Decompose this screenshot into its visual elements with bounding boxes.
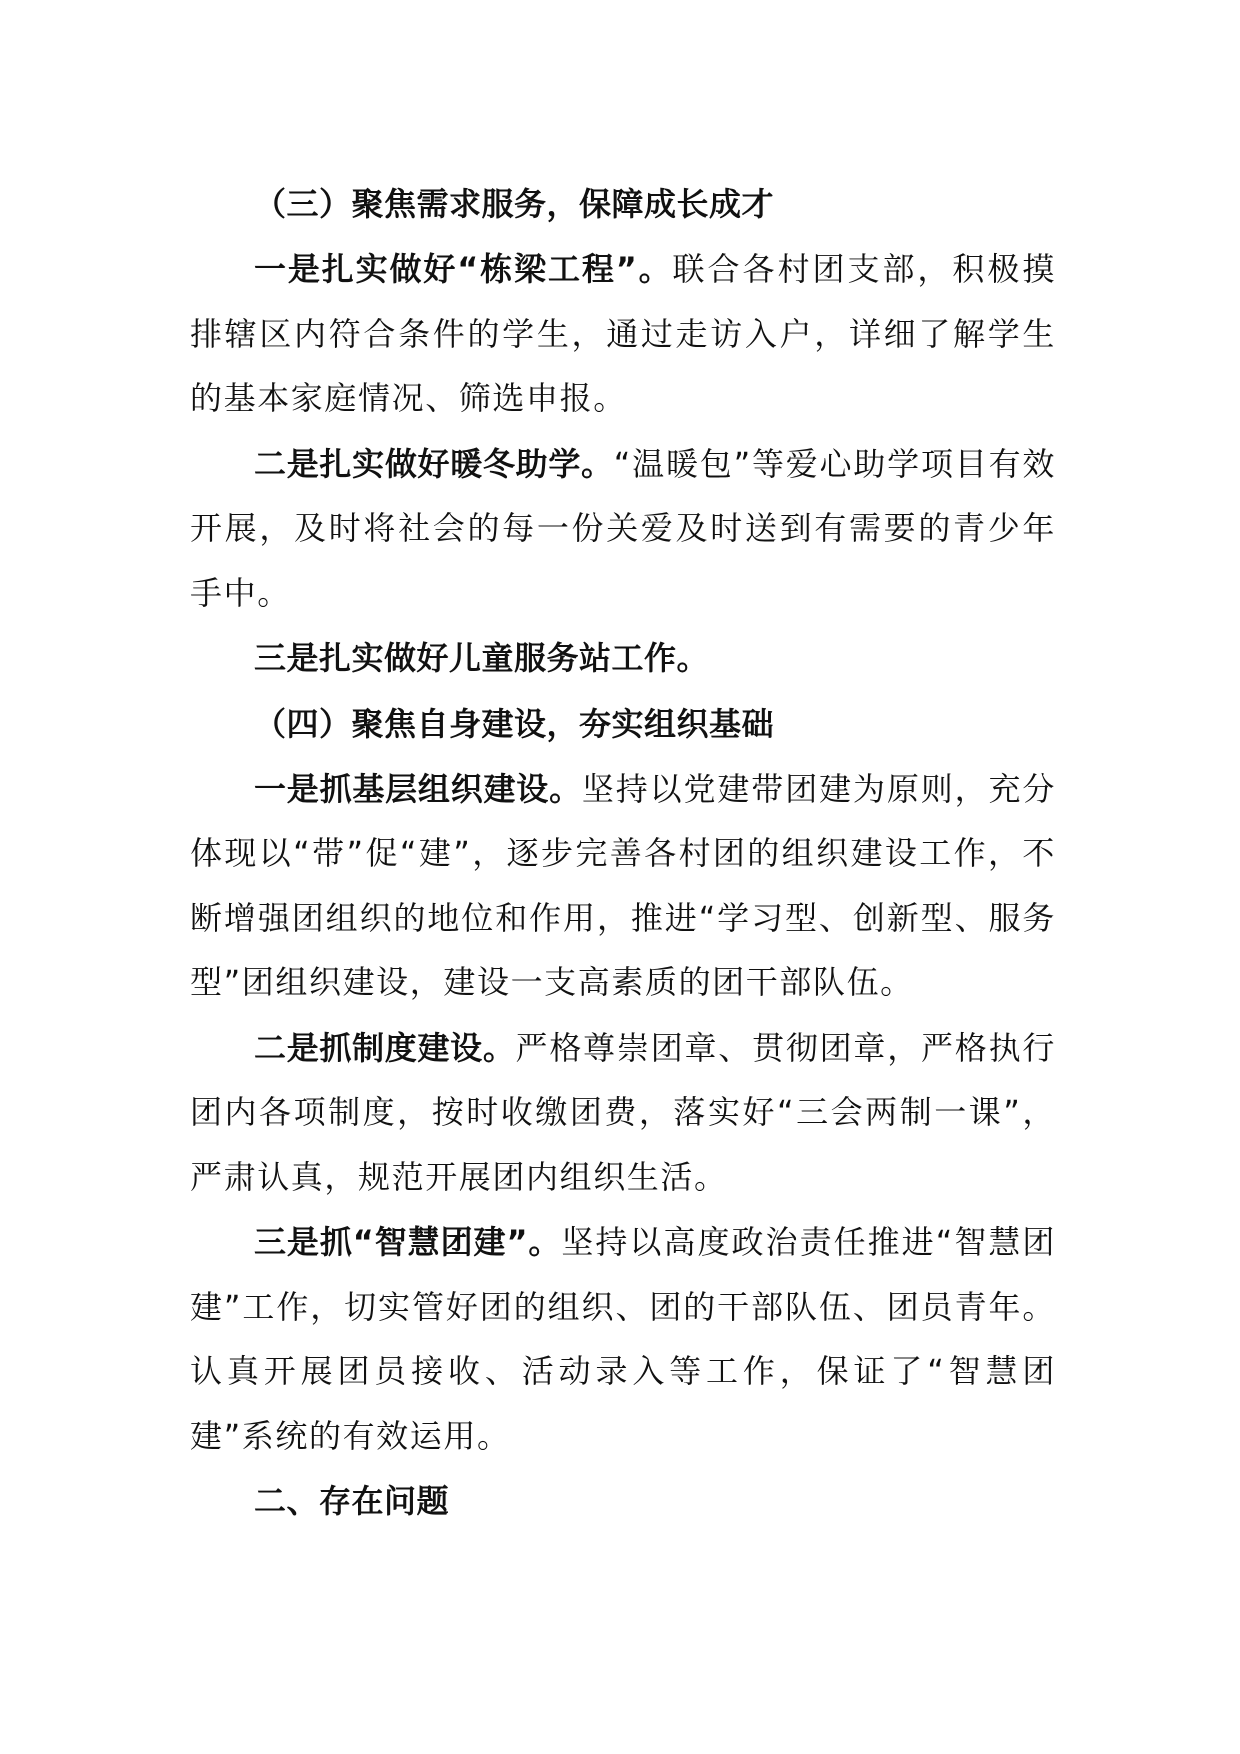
paragraph-lead: 一是抓基层组织建设。 bbox=[254, 769, 582, 808]
paragraph-smart-league bbox=[190, 1210, 1056, 1468]
section-heading-4: （四）聚焦自身建设，夯实组织基础 bbox=[254, 704, 775, 743]
paragraph-lead: 三是扎实做好儿童服务站工作。 bbox=[254, 639, 710, 677]
document-page bbox=[190, 172, 1056, 1533]
paragraph-lead: 三是抓“智慧团建”。 bbox=[254, 1223, 562, 1261]
paragraph-body: 联合各村团支部，积极摸排辖区内符合条件的学生，通过走访入户，详细了解学生的基本家庭情况、筛选申报。 bbox=[190, 250, 1056, 417]
paragraph-body: 坚持以高度政治责任推进“智慧团建”工作，切实管好团的组织、团的干部队伍、团员青年。认真开展团员接收、活动录入等工作，保证了“智慧团建”系统的有效运用。 bbox=[190, 1223, 1056, 1455]
section-heading-3: （三）聚焦需求服务，保障成长成才 bbox=[254, 185, 775, 223]
paragraph-lead: 二是扎实做好暖冬助学。 bbox=[254, 444, 614, 483]
paragraph-system-building bbox=[190, 1016, 1056, 1210]
paragraph-body: 严格尊崇团章、贯彻团章，严格执行团内各项制度，按时收缴团费，落实好“三会两制一课”，严肃认真，规范开展团内组织生活。 bbox=[190, 1028, 1056, 1196]
paragraph-body: 坚持以党建带团建为原则，充分体现以“带”促“建”，逐步完善各村团的组织建设工作，不断增强团组织的地位和作用，推进“学习型、创新型、服务型”团组织建设，建设一支高素质的团干部队伍。 bbox=[190, 769, 1056, 1001]
section-heading-problems: 二、存在问题 bbox=[254, 1482, 450, 1520]
paragraph-grassroots-organization bbox=[190, 757, 1056, 1015]
paragraph-body: “温暖包”等爱心助学项目有效开展，及时将社会的每一份关爱及时送到有需要的青少年手中。 bbox=[190, 444, 1056, 612]
paragraph-lead: 一是扎实做好“栋梁工程”。 bbox=[254, 250, 673, 288]
paragraph-pillar-project bbox=[190, 237, 1056, 431]
paragraph-winter-aid bbox=[190, 432, 1056, 626]
paragraph-lead: 二是抓制度建设。 bbox=[254, 1028, 516, 1067]
paragraph-child-service-station bbox=[190, 626, 1056, 691]
